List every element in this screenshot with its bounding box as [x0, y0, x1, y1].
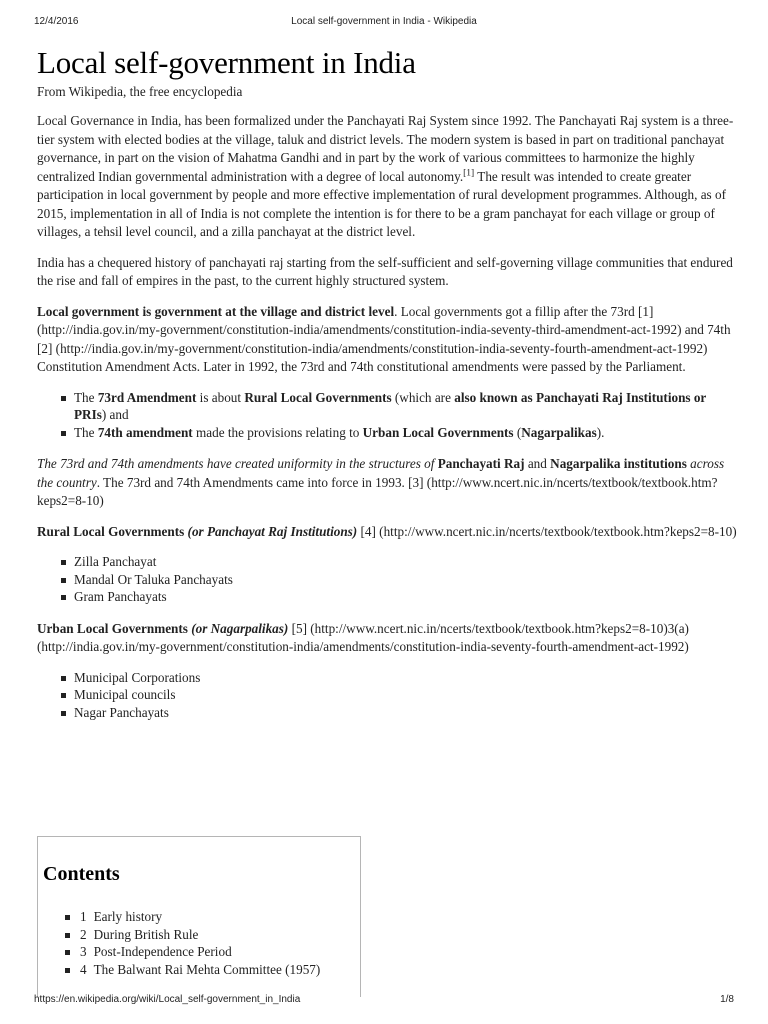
toc-title: Contents — [43, 863, 120, 885]
list-item: The 74th amendment made the provisions relating to Urban Local Governments (Nagarpalikas). — [74, 424, 737, 442]
toc-item-label[interactable]: The Balwant Rai Mehta Committee (1957) — [93, 961, 321, 977]
print-footer — [0, 994, 768, 1008]
list-item: Gram Panchayats — [74, 588, 737, 606]
local-government-paragraph: Local government is government at the village and district level. Local governments got a fillip after the 73rd [1] (http://india.gov.in/my-government/constitution-india/amendments/constitution-india-seventy-third-amendment-act-1992) and 74th [2] (http://india.gov.in/my-government/constitution-india/amendments/constitution-india-seventy-fourth-amendment-act-1992) Constitution Amendment Acts. Later in 1992, the 73rd and 74th constitutional amendments were passed by the Parliament. — [37, 303, 731, 374]
reference-link-1[interactable]: [1] — [463, 168, 475, 179]
toc-item-label[interactable]: Post-Independence Period — [93, 944, 232, 959]
toc-item-label[interactable]: During British Rule — [93, 926, 199, 942]
list-item: Mandal Or Taluka Panchayats — [74, 571, 737, 589]
print-date: 12/4/2016 — [34, 16, 79, 27]
rural-heading-paragraph: Rural Local Governments (or Panchayat Raj Institutions) [4] (http://www.ncert.nic.in/ncerts/textbook/textbook.htm?keps2=8-10) — [37, 523, 737, 539]
amendments-list — [37, 389, 737, 442]
rural-list — [37, 553, 737, 606]
toc-item[interactable] — [80, 908, 320, 926]
toc-item[interactable] — [80, 961, 320, 979]
intro-paragraph: Local Governance in India, has been formalized under the Panchayati Raj System since 1992. The Panchayati Raj system is a three-tier system with elected bodies at the village, taluk and district levels. The modern system is based in part on traditional panchayat governance, in part on the vision of Mahatma Gandhi and in part by the work of various committees to harmonize the highly centralized Indian governmental administration with a degree of local autonomy.[1] The result was intended to create greater participation in local government by people and more effective implementation of rural development programmes. Although, as of 2015, implementation in all of India is not complete the intention is for there to be a gram panchayat for each village or group of villages, a tehsil level council, and a zilla panchayat at the district level. — [37, 113, 734, 239]
list-item: Nagar Panchayats — [74, 704, 737, 722]
urban-list — [37, 669, 737, 722]
toc-item-number: 1 — [80, 909, 87, 924]
page-title: Local self-government in India — [37, 45, 416, 80]
history-paragraph: India has a chequered history of panchayati raj starting from the self-sufficient and self-governing village communities that endured the rise and fall of empires in the past, to the current highly structured system. — [37, 254, 733, 288]
toc-item-label[interactable]: Early history — [93, 909, 163, 924]
toc-item[interactable] — [80, 926, 320, 944]
print-page-title: Local self-government in India - Wikipedia — [291, 16, 477, 27]
article-body — [37, 40, 737, 735]
print-url: https://en.wikipedia.org/wiki/Local_self-government_in_India — [34, 994, 301, 1005]
toc-list — [38, 908, 320, 978]
toc-item[interactable] — [80, 943, 320, 961]
uniformity-paragraph: The 73rd and 74th amendments have created uniformity in the structures of Panchayati Raj and Nagarpalika institutions across the country. The 73rd and 74th Amendments came into force in 1993. [3] (http://www.ncert.nic.in/ncerts/textbook/textbook.htm?keps2=8-10) — [37, 456, 725, 508]
urban-heading-paragraph: Urban Local Governments (or Nagarpalikas) [5] (http://www.ncert.nic.in/ncerts/textbook/textbook.htm?keps2=8-10)3(a) (http://india.gov.in/my-government/constitution-india/amendments/constitution-india-seventy-fourth-amendment-act-1992) — [37, 620, 689, 654]
toc-item-number: 3 — [80, 944, 87, 959]
table-of-contents — [37, 836, 361, 997]
list-item: Zilla Panchayat — [74, 553, 737, 571]
print-page-number: 1/8 — [720, 994, 734, 1005]
list-item: Municipal councils — [74, 686, 737, 704]
print-header — [0, 16, 768, 30]
page-subtitle: From Wikipedia, the free encyclopedia — [37, 84, 243, 99]
toc-item-number: 2 — [80, 926, 87, 942]
list-item: Municipal Corporations — [74, 669, 737, 687]
toc-item-number: 4 — [80, 961, 87, 977]
list-item: The 73rd Amendment is about Rural Local Governments (which are also known as Panchayati Raj Institutions or PRIs) and — [74, 389, 737, 424]
